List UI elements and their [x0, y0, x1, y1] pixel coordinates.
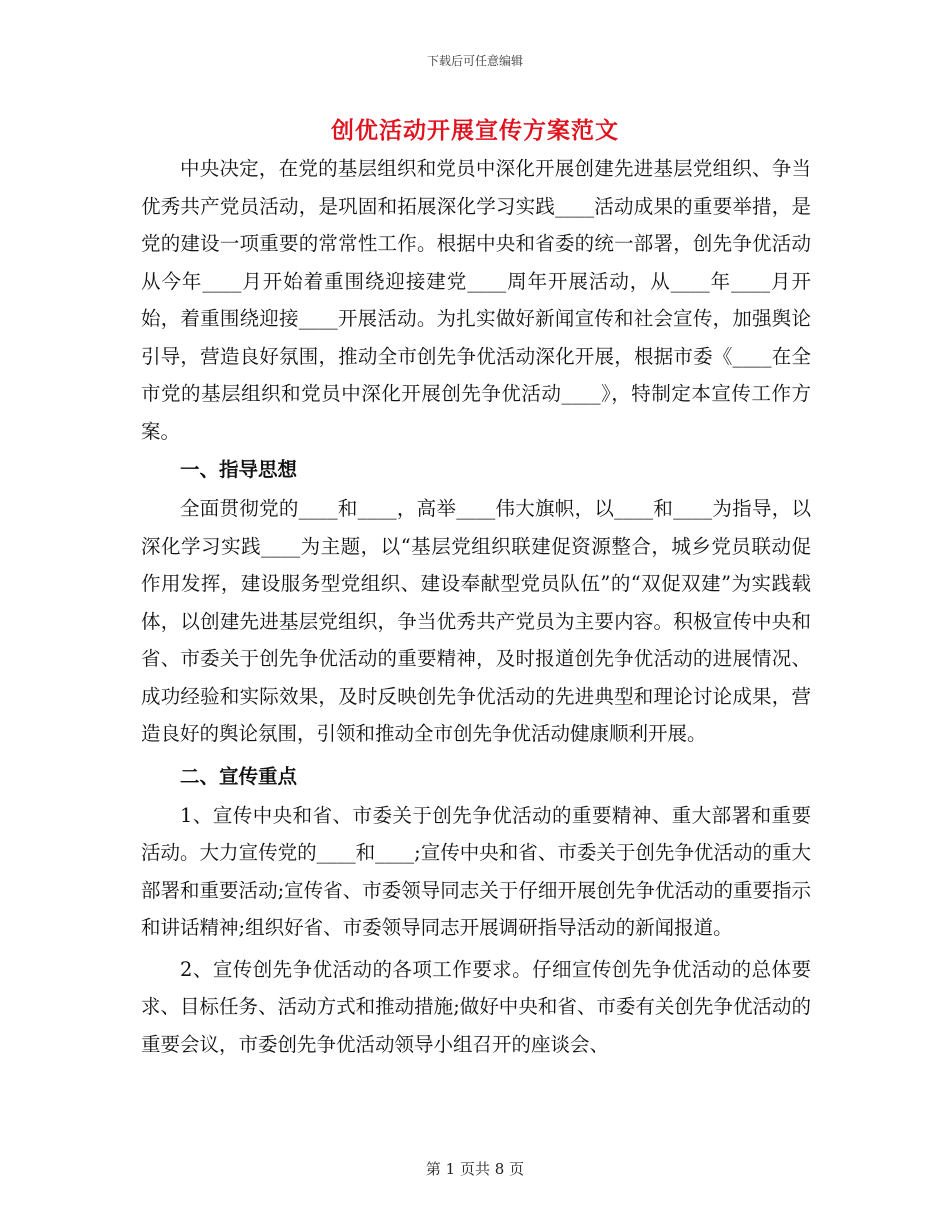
document-body	[141, 150, 811, 1063]
intro-paragraph: 中央决定，在党的基层组织和党员中深化开展创建先进基层党组织、争当优秀共产党员活动，是巩固和拓展深化学习实践____活动成果的重要举措，是党的建设一项重要的常常性工作。根据中央和省委的统一部署，创先争优活动从今年____月开始着重围绕迎接建党____周年开展活动，从____年____月开始，着重围绕迎接____开展活动。为扎实做好新闻宣传和社会宣传，加强舆论引导，营造良好氛围，推动全市创先争优活动深化开展，根据市委《____在全市党的基层组织和党员中深化开展创先争优活动____》，特制定本宣传工作方案。	[141, 157, 811, 443]
page-header-note: 下载后可任意编辑	[426, 54, 523, 68]
document-title: 创优活动开展宣传方案范文	[331, 117, 619, 144]
section-heading-publicity-focus: 二、宣传重点	[180, 764, 298, 788]
page-footer: 第 1 页共 8 页	[425, 1160, 525, 1178]
publicity-focus-item-1: 1、宣传中央和省、市委关于创先争优活动的重要精神、重大部署和重要活动。大力宣传党的____和____;宣传中央和省、市委关于创先争优活动的重大部署和重要活动;宣传省、市委领导同志关于仔细开展创先争优活动的重要指示和讲话精神;组织好省、市委领导同志开展调研指导活动的新闻报道。	[141, 803, 811, 939]
section-heading-guiding-ideology: 一、指导思想	[180, 458, 298, 481]
publicity-focus-item-2: 2、宣传创先争优活动的各项工作要求。仔细宣传创先争优活动的总体要求、目标任务、活动方式和推动措施;做好中央和省、市委有关创先争优活动的重要会议，市委创先争优活动领导小组召开的座谈会、	[141, 957, 811, 1056]
guiding-ideology-paragraph: 全面贯彻党的____和____，高举____伟大旗帜，以____和____为指导，以深化学习实践____为主题，以“基层党组织联建促资源整合，城乡党员联动促作用发挥，建设服务型党组织、建设奉献型党员队伍”的“双促双建”为实践载体，以创建先进基层党组织，争当优秀共产党员为主要内容。积极宣传中央和省、市委关于创先争优活动的重要精神，及时报道创先争优活动的进展情况、成功经验和实际效果，及时反映创先争优活动的先进典型和理论讨论成果，营造良好的舆论氛围，引领和推动全市创先争优活动健康顺利开展。	[141, 497, 811, 745]
